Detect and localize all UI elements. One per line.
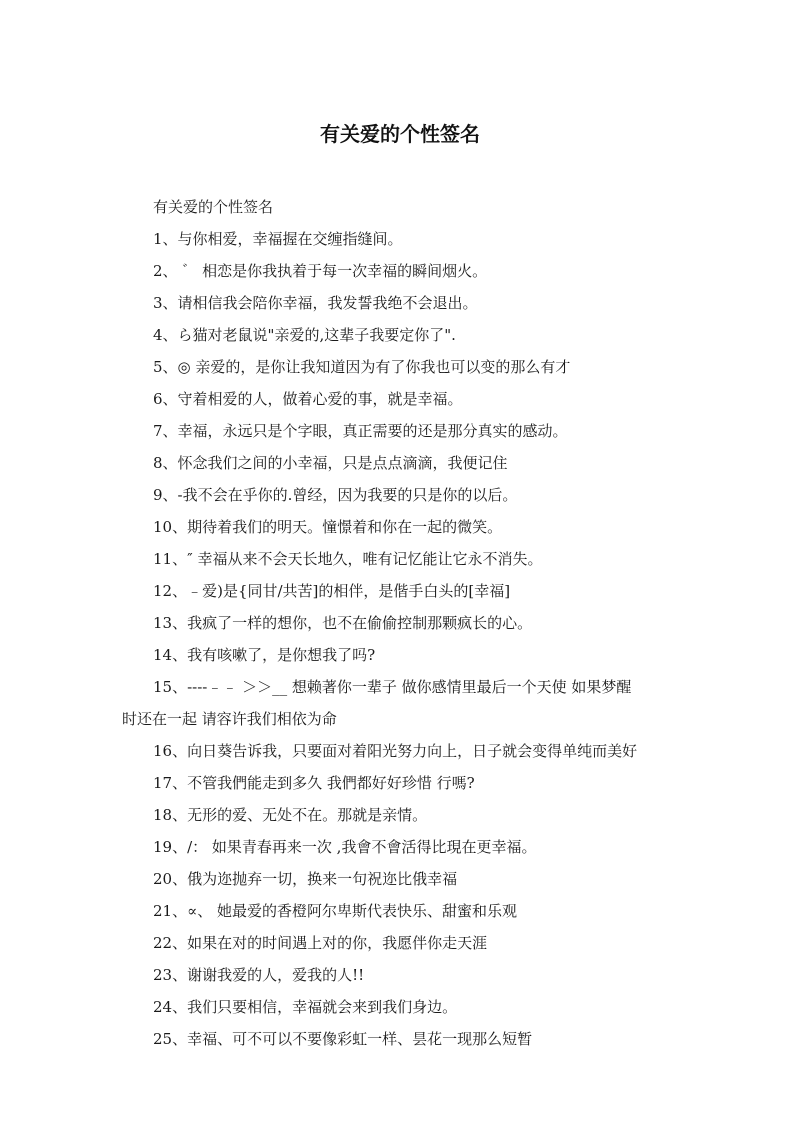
list-item: 14、我有咳嗽了，是你想我了吗? xyxy=(153,646,376,664)
list-item: 9、-我不会在乎你的.曾经，因为我要的只是你的以后。 xyxy=(153,486,518,504)
list-item-continuation: 时还在一起 请容许我们相依为命 xyxy=(122,710,337,728)
list-item: 23、谢谢我爱的人，爱我的人!! xyxy=(153,966,365,984)
list-item: 11、″ 幸福从来不会天长地久，唯有记忆能让它永不消失。 xyxy=(153,550,543,568)
list-item: 6、守着相爱的人，做着心爱的事，就是幸福。 xyxy=(153,390,463,408)
list-item: 5、◎ 亲爱的，是你让我知道因为有了你我也可以变的那么有才 xyxy=(153,358,571,376)
list-item: 15、----﹣﹣ ＞＞__ 想赖著你一辈子 做你感情里最后一个天使 如果梦醒 xyxy=(153,678,632,696)
list-item: 1、与你相爱，幸福握在交缠指缝间。 xyxy=(153,230,403,248)
subtitle: 有关爱的个性签名 xyxy=(153,198,274,216)
list-item: 8、怀念我们之间的小幸福，只是点点滴滴，我便记住 xyxy=(153,454,508,472)
list-item: 10、期待着我们的明天。憧憬着和你在一起的微笑。 xyxy=(153,518,503,536)
list-item: 17、不管我們能走到多久 我們都好好珍惜 行嗎? xyxy=(153,774,475,792)
list-item: 22、如果在对的时间遇上对的你，我愿伴你走天涯 xyxy=(153,934,488,952)
list-item: 25、幸福、可不可以不要像彩虹一样、昙花一现那么短暂 xyxy=(153,1030,533,1048)
document-title: 有关爱的个性签名 xyxy=(320,122,480,146)
list-item: 20、俄为迩抛弃一切，换来一句祝迩比俄幸福 xyxy=(153,870,458,888)
list-item: 2、 ゛ 相恋是你我执着于每一次幸福的瞬间烟火。 xyxy=(153,262,488,280)
list-item: 4、ら猫对老鼠说"亲爱的,这辈子我要定你了". xyxy=(153,326,456,344)
list-item: 19、/： 如果青春再来一次 ,我會不會活得比現在更幸福。 xyxy=(153,838,537,856)
list-item: 16、向日葵告诉我，只要面对着阳光努力向上，日子就会变得单纯而美好 xyxy=(153,742,638,760)
list-item: 21、∝、 她最爱的香橙阿尔卑斯代表快乐、甜蜜和乐观 xyxy=(153,902,518,920)
list-item: 3、请相信我会陪你幸福，我发誓我绝不会退出。 xyxy=(153,294,478,312)
list-item: 13、我疯了一样的想你，也不在偷偷控制那颗疯长的心。 xyxy=(153,614,533,632)
list-item: 7、幸福，永远只是个字眼，真正需要的还是那分真实的感动。 xyxy=(153,422,568,440)
list-item: 12、﹣爱)是{同甘/共苦]的相伴，是偕手白头的[幸福] xyxy=(153,582,511,600)
list-item: 24、我们只要相信，幸福就会来到我们身边。 xyxy=(153,998,458,1016)
list-item: 18、无形的爱、无处不在。那就是亲情。 xyxy=(153,806,428,824)
